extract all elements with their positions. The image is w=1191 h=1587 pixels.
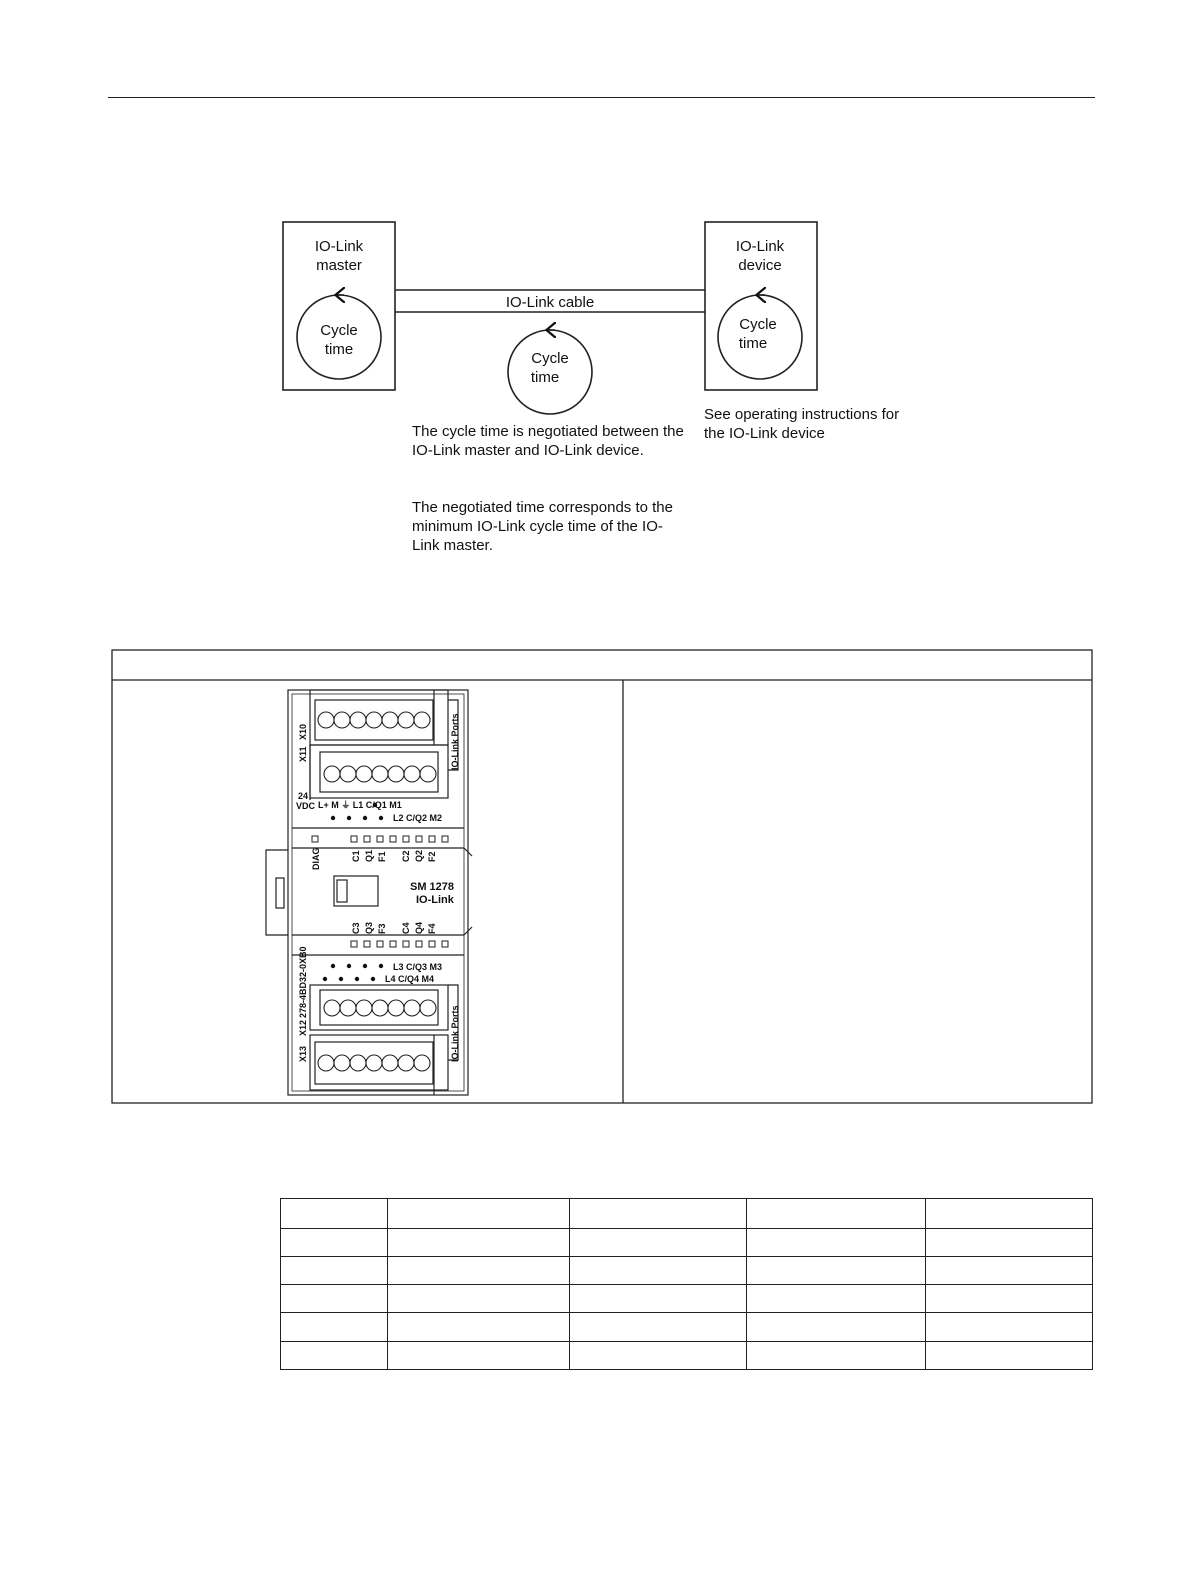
led-label-c1: C1 — [351, 850, 361, 862]
model-name-line2: IO-Link — [416, 894, 454, 906]
supply-label-24: 24 — [298, 791, 309, 801]
connector-x12-label: X12 — [298, 1019, 308, 1036]
diag-label: DIAG — [311, 847, 321, 870]
cable-cycle-line2: time — [530, 369, 560, 386]
cycle-time-diagram — [283, 222, 817, 414]
connector-x13-label: X13 — [298, 1045, 308, 1062]
master-cycle-line2: time — [324, 341, 354, 358]
master-title-line1: IO-Link — [314, 238, 364, 255]
table-row — [281, 1313, 1093, 1342]
cable-cycle-line1: Cycle — [531, 350, 569, 367]
device-cycle-line2: time — [738, 335, 768, 352]
table-row — [281, 1199, 1093, 1229]
led-label-f4: F4 — [427, 923, 437, 934]
connector-x10-label: X10 — [298, 723, 308, 740]
led-label-q4: Q4 — [414, 921, 424, 934]
device-title-line1: IO-Link — [735, 238, 785, 255]
bottom-ports-label: IO-Link Ports — [450, 1005, 460, 1062]
led-indicators-bottom — [351, 941, 448, 947]
table-row — [281, 1285, 1093, 1313]
led-label-q2: Q2 — [414, 849, 424, 862]
terminal-row-4: L4 C/Q4 M4 — [385, 974, 435, 984]
minimum-cycle-note: The negotiated time corresponds to the minimum IO-Link cycle time of the IO-Link master. — [412, 499, 673, 554]
device-title-line2: device — [738, 257, 782, 274]
cable-label: IO-Link cable — [505, 294, 595, 311]
table-row — [281, 1257, 1093, 1285]
table-row — [281, 1229, 1093, 1257]
device-cycle-line1: Cycle — [739, 316, 777, 333]
module-figure-table — [112, 650, 1092, 1103]
master-title-line2: master — [316, 257, 362, 274]
negotiation-note: The cycle time is negotiated between the IO-Link master and IO-Link device. — [412, 423, 684, 459]
supply-label-vdc: VDC — [296, 801, 316, 811]
model-name-line1: SM 1278 — [410, 881, 455, 893]
led-indicators-top — [312, 836, 448, 842]
led-label-f1: F1 — [377, 851, 387, 862]
terminal-screws-x10 — [318, 712, 430, 728]
terminal-row-1: L+ M ⏚ L1 C/Q1 M1 — [318, 800, 402, 810]
order-number-label: 278-4BD32-0XB0 — [298, 946, 308, 1018]
led-label-q3: Q3 — [364, 921, 374, 934]
terminal-screws-x13 — [318, 1055, 430, 1071]
led-label-q1: Q1 — [364, 849, 374, 862]
terminal-row-2: L2 C/Q2 M2 — [393, 813, 443, 823]
led-label-c2: C2 — [401, 850, 411, 862]
device-note: See operating instructions for the IO-Link device — [704, 406, 900, 442]
terminal-screws-x11 — [324, 766, 436, 782]
terminal-screws-x12 — [324, 1000, 436, 1016]
empty-data-table — [280, 1198, 1093, 1370]
master-cycle-line1: Cycle — [320, 322, 358, 339]
led-label-c3: C3 — [351, 922, 361, 934]
led-label-f2: F2 — [427, 851, 437, 862]
connector-x11-label: X11 — [298, 746, 308, 762]
top-ports-label: IO-Link Ports — [450, 713, 460, 770]
led-label-f3: F3 — [377, 923, 387, 934]
led-label-c4: C4 — [401, 922, 411, 934]
table-row — [281, 1342, 1093, 1370]
terminal-row-3: L3 C/Q3 M3 — [393, 962, 443, 972]
